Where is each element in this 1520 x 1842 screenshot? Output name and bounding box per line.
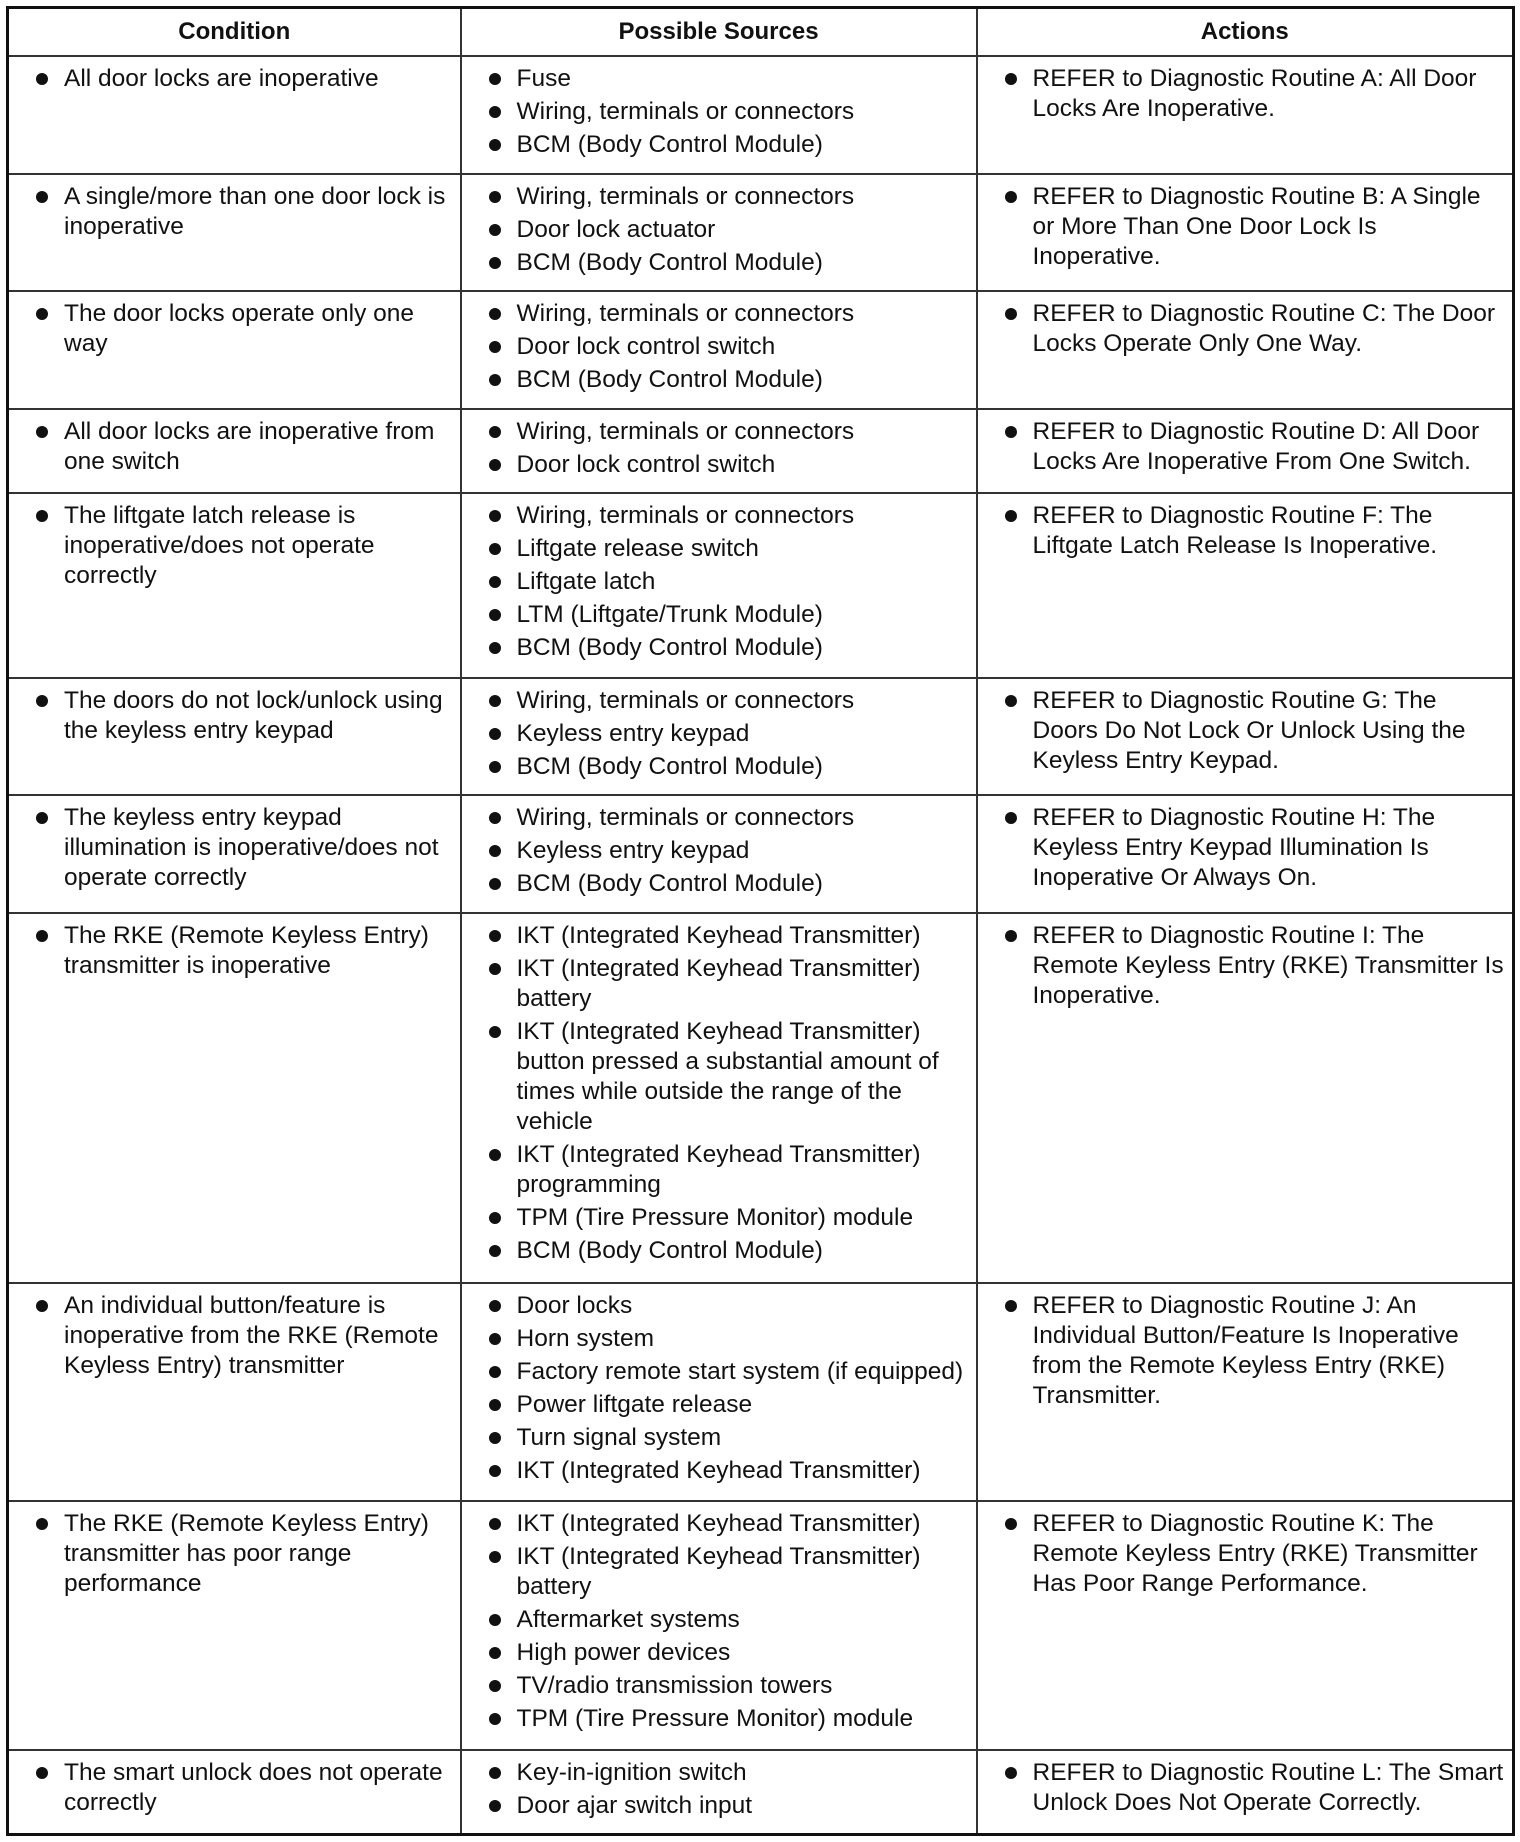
source-item: IKT (Integrated Keyhead Transmitter): [462, 1456, 968, 1486]
sources-list: [462, 182, 968, 278]
action-text: REFER to Diagnostic Routine L: The Smart Unlock Does Not Operate Correctly.: [978, 1758, 1505, 1818]
sources-cell: [461, 678, 977, 796]
action-text: REFER to Diagnostic Routine B: A Single or More Than One Door Lock Is Inoperative.: [978, 182, 1505, 272]
source-item: Wiring, terminals or connectors: [462, 686, 968, 716]
condition-text: A single/more than one door lock is inoperative: [9, 182, 452, 242]
action-cell: [977, 493, 1514, 678]
action-text: REFER to Diagnostic Routine K: The Remote Keyless Entry (RKE) Transmitter Has Poor Range Performance.: [978, 1509, 1505, 1599]
sources-cell: [461, 174, 977, 292]
condition-cell: [8, 56, 461, 174]
condition-cell: [8, 678, 461, 796]
source-item: TV/radio transmission towers: [462, 1671, 968, 1701]
table-row: [8, 678, 1514, 796]
sources-cell: [461, 913, 977, 1283]
source-item: High power devices: [462, 1638, 968, 1668]
condition-list: [9, 1291, 452, 1381]
table-row: [8, 1750, 1514, 1835]
symptom-chart: [6, 6, 1512, 1836]
source-item: BCM (Body Control Module): [462, 633, 968, 663]
source-item: Door lock control switch: [462, 450, 968, 480]
source-item: Door locks: [462, 1291, 968, 1321]
table-row: [8, 1283, 1514, 1501]
sources-cell: [461, 56, 977, 174]
table-row: [8, 174, 1514, 292]
sources-cell: [461, 1283, 977, 1501]
condition-text: The RKE (Remote Keyless Entry) transmitter has poor range performance: [9, 1509, 452, 1599]
table-row: [8, 795, 1514, 913]
table-row: [8, 913, 1514, 1283]
condition-text: The RKE (Remote Keyless Entry) transmitter is inoperative: [9, 921, 452, 981]
source-item: Fuse: [462, 64, 968, 94]
header-row: [8, 8, 1514, 57]
source-item: Liftgate release switch: [462, 534, 968, 564]
source-item: Wiring, terminals or connectors: [462, 97, 968, 127]
source-item: Keyless entry keypad: [462, 836, 968, 866]
condition-cell: [8, 291, 461, 409]
condition-list: [9, 299, 452, 359]
action-cell: [977, 1501, 1514, 1749]
diagnostic-table: [6, 6, 1515, 1836]
source-item: Wiring, terminals or connectors: [462, 299, 968, 329]
table-row: [8, 291, 1514, 409]
source-item: Wiring, terminals or connectors: [462, 501, 968, 531]
condition-text: All door locks are inoperative: [9, 64, 452, 94]
sources-list: [462, 1758, 968, 1821]
action-cell: [977, 56, 1514, 174]
source-item: BCM (Body Control Module): [462, 869, 968, 899]
source-item: Horn system: [462, 1324, 968, 1354]
condition-text: The doors do not lock/unlock using the keyless entry keypad: [9, 686, 452, 746]
condition-text: All door locks are inoperative from one switch: [9, 417, 452, 477]
action-cell: [977, 913, 1514, 1283]
action-list: [978, 921, 1505, 1011]
table-row: [8, 409, 1514, 493]
action-text: REFER to Diagnostic Routine I: The Remote Keyless Entry (RKE) Transmitter Is Inoperative.: [978, 921, 1505, 1011]
source-item: Aftermarket systems: [462, 1605, 968, 1635]
condition-list: [9, 182, 452, 242]
action-cell: [977, 291, 1514, 409]
condition-text: The smart unlock does not operate correctly: [9, 1758, 452, 1818]
header-actions: Actions: [977, 8, 1514, 57]
condition-list: [9, 64, 452, 94]
sources-list: [462, 686, 968, 782]
source-item: IKT (Integrated Keyhead Transmitter) button pressed a substantial amount of times while outside the range of the vehicle: [462, 1017, 968, 1137]
sources-cell: [461, 291, 977, 409]
condition-list: [9, 1509, 452, 1599]
condition-text: The keyless entry keypad illumination is inoperative/does not operate correctly: [9, 803, 452, 893]
action-cell: [977, 678, 1514, 796]
source-item: BCM (Body Control Module): [462, 248, 968, 278]
condition-list: [9, 921, 452, 981]
action-text: REFER to Diagnostic Routine F: The Liftgate Latch Release Is Inoperative.: [978, 501, 1505, 561]
source-item: BCM (Body Control Module): [462, 1236, 968, 1266]
action-text: REFER to Diagnostic Routine H: The Keyless Entry Keypad Illumination Is Inoperative Or Always On.: [978, 803, 1505, 893]
table-row: [8, 493, 1514, 678]
condition-list: [9, 1758, 452, 1818]
source-item: BCM (Body Control Module): [462, 752, 968, 782]
sources-list: [462, 417, 968, 480]
source-item: Keyless entry keypad: [462, 719, 968, 749]
condition-text: An individual button/feature is inoperative from the RKE (Remote Keyless Entry) transmitter: [9, 1291, 452, 1381]
action-list: [978, 803, 1505, 893]
action-list: [978, 182, 1505, 272]
condition-text: The door locks operate only one way: [9, 299, 452, 359]
source-item: IKT (Integrated Keyhead Transmitter) battery: [462, 1542, 968, 1602]
sources-list: [462, 1509, 968, 1734]
sources-list: [462, 299, 968, 395]
action-text: REFER to Diagnostic Routine A: All Door Locks Are Inoperative.: [978, 64, 1505, 124]
action-cell: [977, 174, 1514, 292]
source-item: Power liftgate release: [462, 1390, 968, 1420]
action-text: REFER to Diagnostic Routine G: The Doors Do Not Lock Or Unlock Using the Keyless Entry Keypad.: [978, 686, 1505, 776]
table-body: [8, 56, 1514, 1835]
header-possible-sources: Possible Sources: [461, 8, 977, 57]
source-item: IKT (Integrated Keyhead Transmitter): [462, 1509, 968, 1539]
sources-list: [462, 64, 968, 160]
source-item: Factory remote start system (if equipped): [462, 1357, 968, 1387]
source-item: Liftgate latch: [462, 567, 968, 597]
condition-cell: [8, 409, 461, 493]
condition-cell: [8, 174, 461, 292]
action-list: [978, 64, 1505, 124]
source-item: Door ajar switch input: [462, 1791, 968, 1821]
action-list: [978, 686, 1505, 776]
condition-text: The liftgate latch release is inoperative/does not operate correctly: [9, 501, 452, 591]
sources-list: [462, 803, 968, 899]
sources-cell: [461, 1750, 977, 1835]
action-cell: [977, 1750, 1514, 1835]
source-item: IKT (Integrated Keyhead Transmitter) programming: [462, 1140, 968, 1200]
source-item: Key-in-ignition switch: [462, 1758, 968, 1788]
action-cell: [977, 795, 1514, 913]
condition-cell: [8, 913, 461, 1283]
source-item: Door lock actuator: [462, 215, 968, 245]
action-list: [978, 1291, 1505, 1411]
table-header: [8, 8, 1514, 57]
sources-cell: [461, 409, 977, 493]
table-row: [8, 56, 1514, 174]
source-item: BCM (Body Control Module): [462, 365, 968, 395]
source-item: Door lock control switch: [462, 332, 968, 362]
action-list: [978, 1758, 1505, 1818]
action-list: [978, 299, 1505, 359]
source-item: Wiring, terminals or connectors: [462, 182, 968, 212]
condition-cell: [8, 1501, 461, 1749]
source-item: BCM (Body Control Module): [462, 130, 968, 160]
table-row: [8, 1501, 1514, 1749]
condition-list: [9, 501, 452, 591]
sources-cell: [461, 1501, 977, 1749]
source-item: Wiring, terminals or connectors: [462, 803, 968, 833]
source-item: IKT (Integrated Keyhead Transmitter): [462, 921, 968, 951]
source-item: Turn signal system: [462, 1423, 968, 1453]
condition-cell: [8, 1750, 461, 1835]
condition-cell: [8, 795, 461, 913]
source-item: TPM (Tire Pressure Monitor) module: [462, 1704, 968, 1734]
condition-list: [9, 803, 452, 893]
condition-cell: [8, 1283, 461, 1501]
sources-list: [462, 501, 968, 663]
action-text: REFER to Diagnostic Routine C: The Door Locks Operate Only One Way.: [978, 299, 1505, 359]
sources-list: [462, 921, 968, 1266]
action-cell: [977, 1283, 1514, 1501]
sources-list: [462, 1291, 968, 1486]
action-text: REFER to Diagnostic Routine J: An Individual Button/Feature Is Inoperative from the Remote Keyless Entry (RKE) Transmitter.: [978, 1291, 1505, 1411]
source-item: TPM (Tire Pressure Monitor) module: [462, 1203, 968, 1233]
source-item: Wiring, terminals or connectors: [462, 417, 968, 447]
action-text: REFER to Diagnostic Routine D: All Door Locks Are Inoperative From One Switch.: [978, 417, 1505, 477]
condition-list: [9, 686, 452, 746]
condition-list: [9, 417, 452, 477]
action-cell: [977, 409, 1514, 493]
condition-cell: [8, 493, 461, 678]
source-item: LTM (Liftgate/Trunk Module): [462, 600, 968, 630]
sources-cell: [461, 493, 977, 678]
sources-cell: [461, 795, 977, 913]
source-item: IKT (Integrated Keyhead Transmitter) battery: [462, 954, 968, 1014]
action-list: [978, 501, 1505, 561]
header-condition: Condition: [8, 8, 461, 57]
action-list: [978, 417, 1505, 477]
action-list: [978, 1509, 1505, 1599]
